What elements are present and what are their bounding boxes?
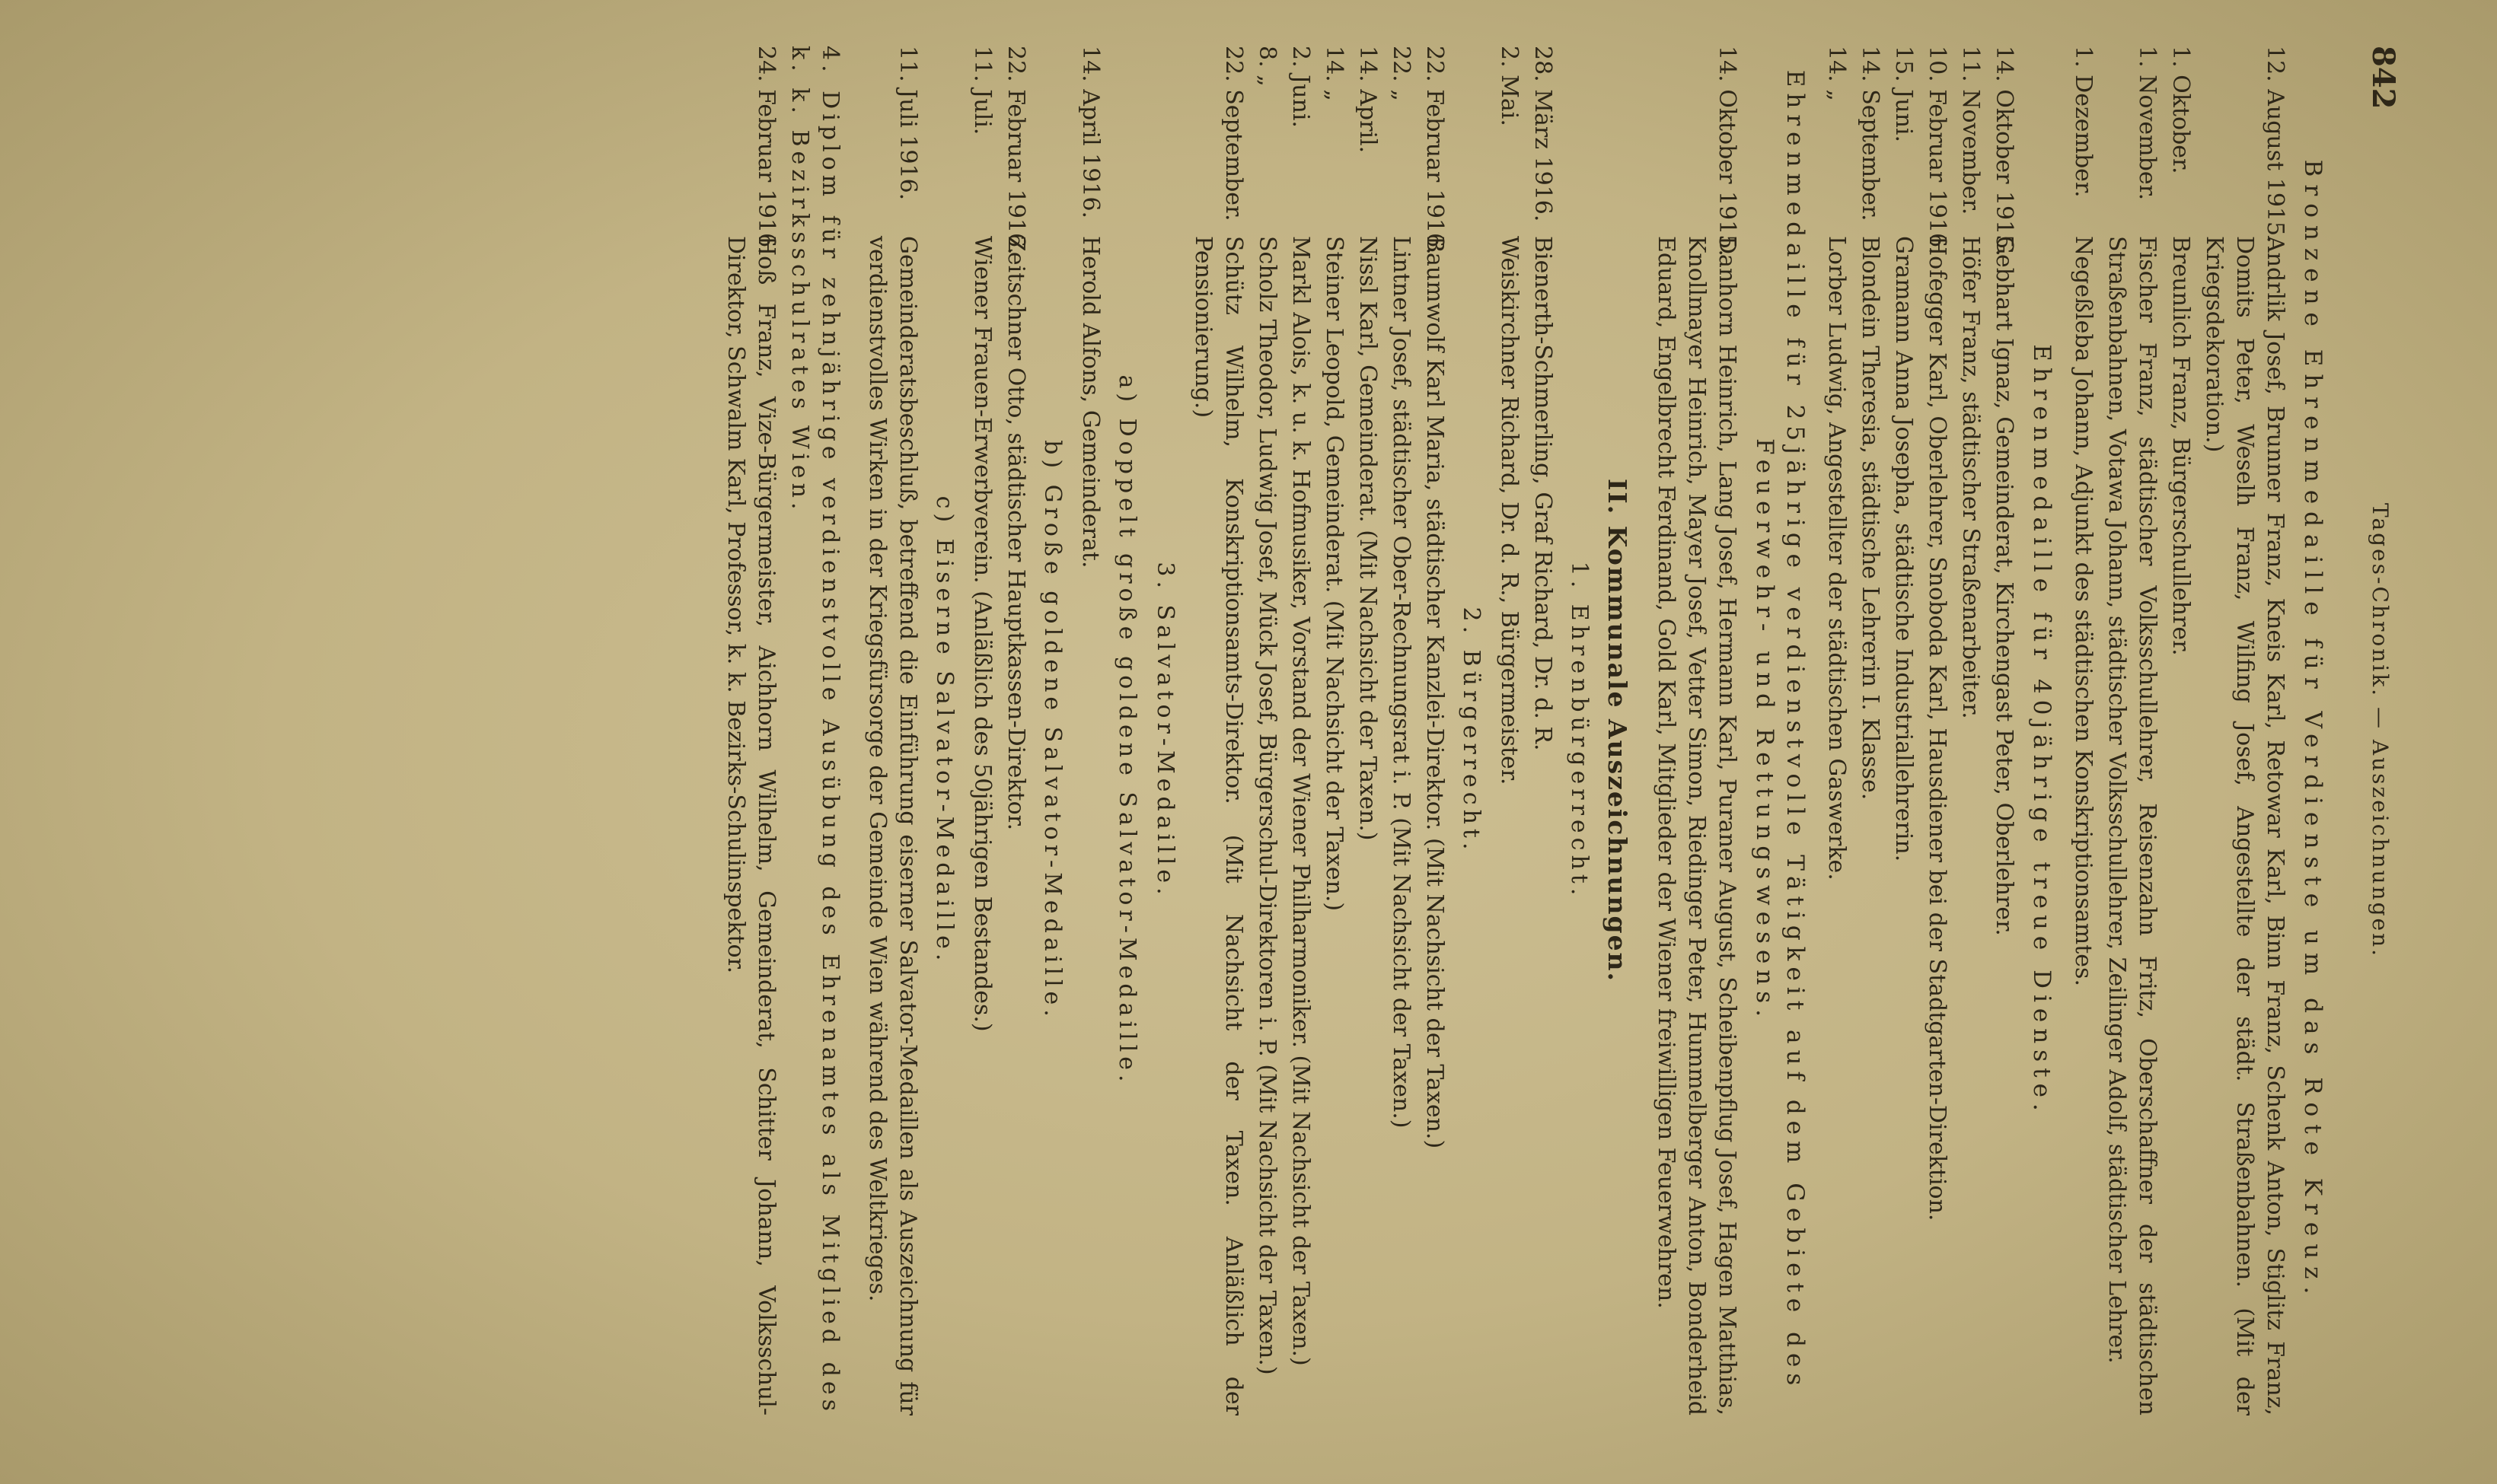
large-gold-heading: b) Große goldene Salvator-Medaille. bbox=[1039, 440, 1066, 1021]
entry-date: 11. Juli 1916. bbox=[895, 46, 921, 201]
double-gold-heading: a) Doppelt große goldene Salvator-Medaille. bbox=[1114, 374, 1140, 1087]
diploma-heading-text: 4. Diplom für zehnjährige verdienstvolle Ausübung des Ehrenamtes als Mitglied des k. k. Bezirksschulrates Wien. bbox=[786, 46, 843, 1416]
entry-text: Hoß Franz, Vize-Bürgermeister, Aichhorn Wilhelm, Gemeinderat, Schitter Johann, Volksschul-Direktor, Schwalm Karl, Professor, k. k. Bezirks-Schulinspektor. bbox=[722, 236, 780, 1416]
entry-text: Höfer Franz, städtischer Straßenarbeiter. bbox=[1957, 236, 1984, 719]
list-item bbox=[2101, 46, 2162, 1416]
list-item bbox=[1075, 46, 1105, 1416]
entry-date: 14. „ bbox=[1321, 46, 1347, 101]
entry-date: 14. Oktober 1915. bbox=[1991, 46, 2017, 256]
running-head: Tages-Chronik. — Auszeichnungen. bbox=[2368, 502, 2393, 959]
citizen-right-list bbox=[1188, 46, 1449, 1416]
entry-date: 14. April. bbox=[1354, 46, 1381, 154]
list-item bbox=[1821, 46, 1851, 1416]
twentyfive-year-heading: Ehrenmedaille für 25jährige verdienstvolle Tätigkeit auf dem Gebiete des Feuerwehr- und Rettungswesens. bbox=[1751, 69, 1809, 1392]
entry-text: Gramann Anna Josepha, städtische Industriallehrerin. bbox=[1890, 236, 1917, 862]
entry-date: 14. September. bbox=[1857, 46, 1883, 221]
list-item bbox=[1352, 46, 1382, 1416]
list-item bbox=[720, 46, 781, 1416]
entry-date: 8. „ bbox=[1254, 46, 1280, 87]
entry-text: Steiner Leopold, Gemeinderat. (Mit Nachsicht der Taxen.) bbox=[1321, 236, 1347, 912]
entry-text: Negeßleba Johann, Adjunkt des städtischen Konskriptionsamtes. bbox=[2070, 236, 2097, 986]
list-item bbox=[1494, 46, 1524, 1416]
entry-text: Lorber Ludwig, Angestellter der städtischen Gaswerke. bbox=[1823, 236, 1850, 881]
diploma-list bbox=[720, 46, 781, 1416]
entry-text: Bienerth-Schmerling, Graf Richard, Dr. d. R. bbox=[1529, 236, 1556, 751]
entry-text: Baumwolf Karl Maria, städtischer Kanzlei-Direktor. (Mit Nachsicht der Taxen.) bbox=[1421, 236, 1448, 1149]
iron-medal-heading: c) Eiserne Salvator-Medaille. bbox=[931, 495, 958, 966]
list-item bbox=[1252, 46, 1282, 1416]
citizen-right-heading: 2. Bürgerrecht. bbox=[1458, 607, 1484, 855]
list-item bbox=[967, 46, 997, 1416]
entry-date: 2. Mai. bbox=[1496, 46, 1523, 126]
entry-text: Blondein Theresia, städtische Lehrerin I. Klasse. bbox=[1857, 236, 1883, 801]
entry-date: 1. Oktober. bbox=[2167, 46, 2194, 174]
salvator-medal-heading: 3. Salvator-Medaille. bbox=[1152, 562, 1178, 900]
list-item bbox=[1650, 46, 1742, 1416]
entry-date: 11. November. bbox=[1957, 46, 1984, 215]
honorary-citizen-heading: 1. Ehrenbürgerrecht. bbox=[1566, 561, 1593, 900]
list-item bbox=[2068, 46, 2098, 1416]
double-gold-list bbox=[1075, 46, 1105, 1416]
entry-text: Gebhart Ignaz, Gemeinderat, Kirchengast Peter, Oberlehrer. bbox=[1991, 236, 2017, 936]
entry-date: 1. November. bbox=[2134, 46, 2161, 201]
entry-date: 1. Dezember. bbox=[2070, 46, 2097, 198]
entry-date: 24. Februar 1916. bbox=[753, 46, 780, 255]
list-item bbox=[1319, 46, 1349, 1416]
list-item bbox=[862, 46, 923, 1416]
entry-date: 10. Februar 1916. bbox=[1924, 46, 1950, 255]
entry-date: 11. Juli. bbox=[969, 46, 996, 135]
honorary-citizen-list bbox=[1494, 46, 1558, 1416]
entry-date: 15. Juni. bbox=[1890, 46, 1917, 143]
entry-text: Andrlik Josef, Brunner Franz, Kneis Karl, Retowar Karl, Binn Franz, Schenk Anton, Stiglitz Franz, Domits Peter, Weselh Franz, Wilfing Josef, Angestellte der städt. Straßenbahnen. (Mit der Kriegsdekoration.) bbox=[2201, 236, 2288, 1416]
entry-date: 22. Februar 1916. bbox=[1003, 46, 1029, 255]
list-item bbox=[1527, 46, 1558, 1416]
list-item bbox=[1188, 46, 1248, 1416]
entry-text: Gemeinderatsbeschluß, betreffend die Einführung eiserner Salvator-Medaillen als Auszeichnung für verdienstvolles Wirken in der Kriegsfürsorge der Gemeinde Wien während des Weltkrieges. bbox=[864, 236, 921, 1416]
communal-awards-heading: II. Kommunale Auszeichnungen. bbox=[1602, 478, 1632, 983]
entry-date: 28. März 1916. bbox=[1529, 46, 1556, 222]
entry-date: 14. „ bbox=[1823, 46, 1850, 101]
list-item bbox=[1988, 46, 2019, 1416]
entry-date: 14. Oktober 1915. bbox=[1714, 46, 1740, 256]
entry-text: Nissl Karl, Gemeinderat. (Mit Nachsicht der Taxen.) bbox=[1354, 236, 1381, 841]
entry-date: 2. Juni. bbox=[1287, 46, 1314, 128]
diploma-heading bbox=[784, 46, 845, 1416]
list-item bbox=[1921, 46, 1952, 1416]
page-number: 842 bbox=[2365, 46, 2401, 110]
entry-text: Herold Alfons, Gemeinderat. bbox=[1077, 236, 1104, 568]
entry-text: Weiskirchner Richard, Dr. d. R., Bürgermeister. bbox=[1496, 236, 1523, 785]
entry-text: Hofegger Karl, Oberlehrer, Snoboda Karl, Hausdiener bei der Stadtgarten-Direktion. bbox=[1924, 236, 1950, 1221]
entry-text: Zeitschner Otto, städtischer Hauptkassen-Direktor. bbox=[1003, 236, 1029, 831]
entry-date: 22. Februar 1916. bbox=[1421, 46, 1448, 255]
entry-text: Breunlich Franz, Bürgerschullehrer. bbox=[2167, 236, 2194, 656]
spacer bbox=[845, 46, 859, 1416]
iron-medal-list bbox=[862, 46, 923, 1416]
list-item bbox=[1386, 46, 1416, 1416]
entry-date: 22. „ bbox=[1388, 46, 1414, 101]
list-item bbox=[1000, 46, 1031, 1416]
entry-text: Schütz Wilhelm, Konskriptionsamts-Direktor. (Mit Nachsicht der Taxen. Anläßlich der Pensionierung.) bbox=[1190, 236, 1247, 1416]
list-item bbox=[2165, 46, 2196, 1416]
bronze-medal-list bbox=[2068, 46, 2290, 1416]
entry-date: 22. September. bbox=[1220, 46, 1247, 221]
large-gold-list bbox=[967, 46, 1031, 1416]
list-item bbox=[1285, 46, 1315, 1416]
entry-text: Lintner Josef, städtischer Ober-Rechnungsrat i. P. (Mit Nachsicht der Taxen.) bbox=[1388, 236, 1414, 1129]
list-item bbox=[1955, 46, 1985, 1416]
twentyfive-year-list bbox=[1650, 46, 1742, 1416]
entry-text: Wiener Frauen-Erwerbverein. (Anläßlich des 50jährigen Bestandes.) bbox=[969, 236, 996, 1032]
list-item bbox=[1419, 46, 1449, 1416]
entry-text: Danhorn Heinrich, Lang Josef, Hermann Karl, Puraner August, Scheibenpflug Josef, Hagen Matthias, Knollmayer Heinrich, Mayer Josef, Vetter Simon, Riedinger Peter, Hummelberger Anton, Bonderheid Eduard, Engelbrecht Ferdinand, Gold Karl, Mitglieder der Wiener freiwilligen Feuerwehren. bbox=[1653, 236, 1740, 1416]
forty-year-list bbox=[1821, 46, 2019, 1416]
entry-text: Markl Alois, k. u. k. Hofmusiker, Vorstand der Wiener Philharmoniker. (Mit Nachsicht der Taxen.) bbox=[1287, 236, 1314, 1366]
entry-text: Scholz Theodor, Ludwig Josef, Mück Josef, Bürgerschul-Direktoren i. P. (Mit Nachsicht der Taxen.) bbox=[1254, 236, 1280, 1375]
forty-year-heading: Ehrenmedaille für 40jährige treue Dienste. bbox=[2028, 344, 2055, 1117]
bronze-medal-heading: Bronzene Ehrenmedaille für Verdienste um das Rote Kreuz. bbox=[2299, 159, 2326, 1302]
entry-date: 14. April 1916. bbox=[1077, 46, 1104, 219]
list-item bbox=[2199, 46, 2290, 1416]
list-item bbox=[1888, 46, 1918, 1416]
entry-text: Fischer Franz, städtischer Volksschullehrer, Reisenzahn Fritz, Oberschaffner der städtischen Straßenbahnen, Votawa Johann, städtischer Volksschullehrer, Zeilinger Adolf, städtischer Lehrer. bbox=[2103, 236, 2161, 1416]
list-item bbox=[1854, 46, 1885, 1416]
page-header bbox=[2352, 46, 2401, 1416]
entry-date: 12. August 1915. bbox=[2262, 46, 2288, 244]
